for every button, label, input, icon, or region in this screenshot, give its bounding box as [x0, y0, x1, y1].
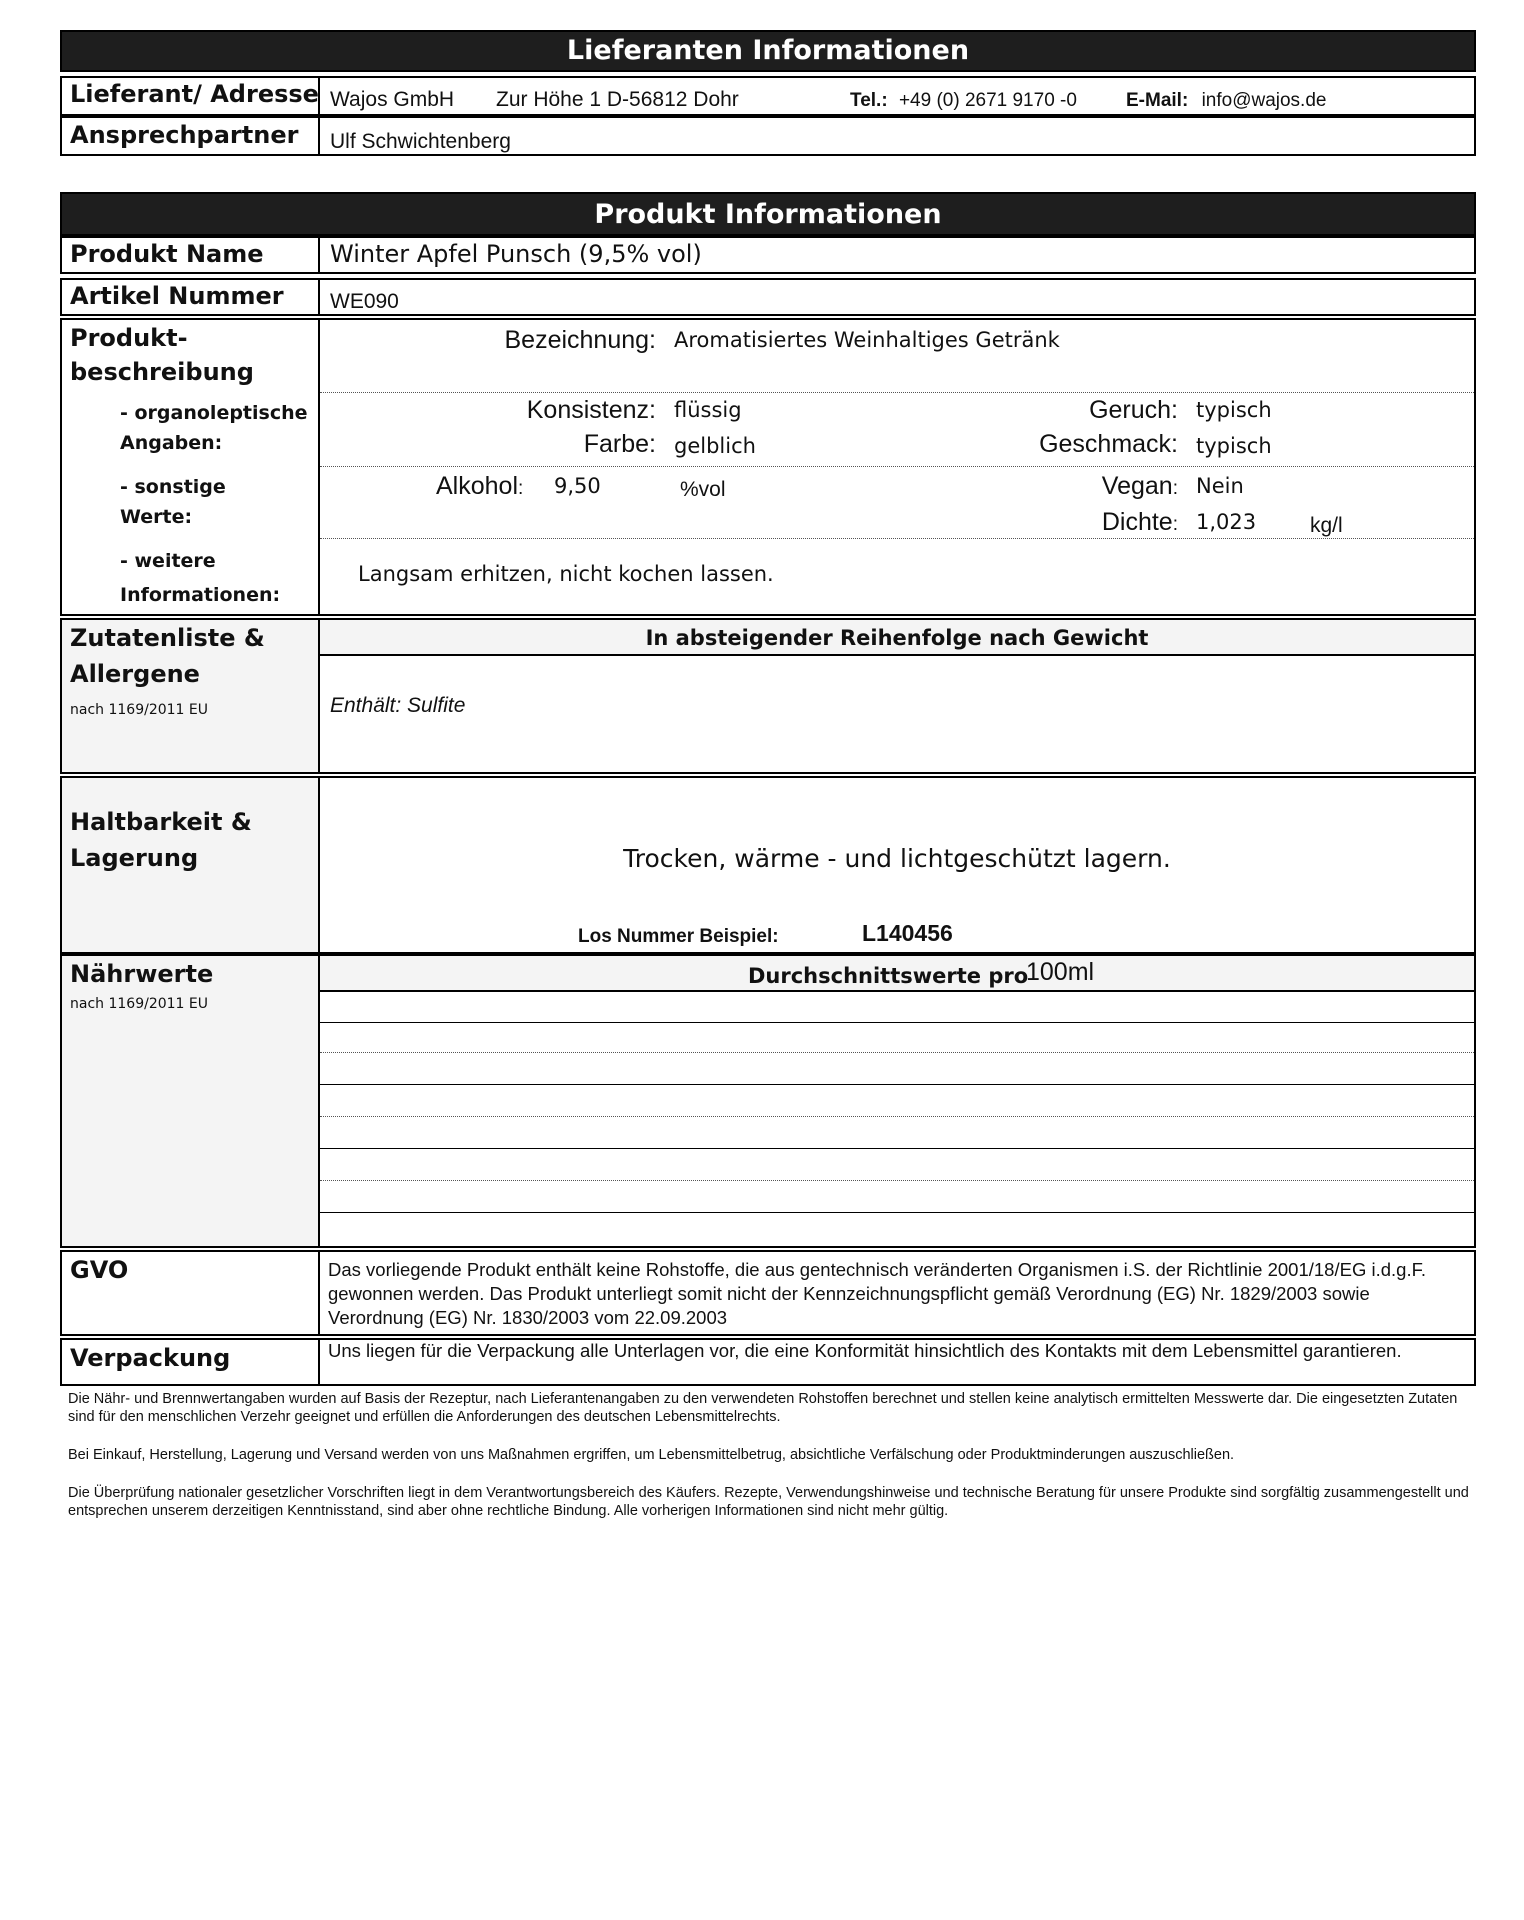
supplier-street: Zur Höhe 1 D-56812 Dohr: [496, 88, 739, 111]
description-label-2: beschreibung: [70, 358, 254, 386]
taste-label: Geschmack:: [1039, 430, 1178, 458]
ingredients-header: In absteigender Reihenfolge nach Gewicht: [645, 626, 1149, 650]
consistency-value: flüssig: [674, 398, 742, 422]
tel-value: +49 (0) 2671 9170 -0: [898, 90, 1077, 111]
vegan-value: Nein: [1196, 474, 1244, 498]
nutrition-label: Nährwerte: [70, 960, 214, 988]
density-value: 1,023: [1196, 510, 1257, 534]
product-name-label: Produkt Name: [70, 240, 264, 268]
color-label: Farbe:: [583, 430, 656, 458]
tel-label: Tel.:: [850, 90, 888, 111]
product-name-value: Winter Apfel Punsch (9,5% vol): [330, 240, 702, 268]
gvo-label: GVO: [70, 1256, 129, 1284]
storage-text: Trocken, wärme - und lichtgeschützt lagern.: [623, 844, 1171, 873]
footer-note-1: Die Nähr- und Brennwertangaben wurden auf Basis der Rezeptur, nach Lieferantenangaben zu den verwendeten Rohstoffen berechnet und stellen keine analytisch ermittelten Messwerte dar. Die eingesetzten Zutaten sind für den menschlichen Verzehr geeignet und erfüllen die Anforderungen des deutschen Lebensmittelrechts.: [68, 1391, 1458, 1425]
ingredients-label-2: Allergene: [70, 660, 200, 688]
nutrition-regulation: nach 1169/2011 EU: [70, 996, 208, 1012]
organoleptic-label-2: Angaben:: [120, 432, 223, 454]
product-section-title: Produkt Informationen: [60, 192, 1476, 236]
more-info-label-1: - weitere: [120, 550, 216, 572]
designation-label: Bezeichnung:: [504, 326, 656, 354]
article-number-label: Artikel Nummer: [70, 282, 284, 310]
more-info-value: Langsam erhitzen, nicht kochen lassen.: [358, 562, 774, 586]
density-label: [940, 508, 1178, 537]
supplier-contact-label: Ansprechpartner: [70, 121, 299, 149]
ingredients-label-1: Zutatenliste &: [70, 624, 265, 652]
organoleptic-label-1: - organoleptische: [120, 402, 308, 424]
supplier-section-title: Lieferanten Informationen: [60, 30, 1476, 72]
density-unit: kg/l: [1310, 514, 1343, 537]
footer-note-3: Die Überprüfung nationaler gesetzlicher Vorschriften liegt in dem Verantwortungsbereich des Käufers. Rezepte, Verwendungshinweise und technische Beratung für unsere Produkte sind sorgfältig zusammengestellt und entsprechen unserem derzeitigen Kenntnisstand, sind aber ohne rechtliche Bindung. Alle vorherigen Informationen sind nicht mehr gültig.: [68, 1485, 1469, 1519]
product-name-row: [60, 236, 1476, 274]
article-number-value: WE090: [330, 290, 399, 313]
more-info-label-2: Informationen:: [120, 584, 281, 606]
nutrition-per: 100ml: [1026, 958, 1095, 986]
nutrition-header: Durchschnittswerte pro: [748, 964, 1029, 988]
alcohol-label: [436, 472, 523, 501]
color-value: gelblich: [674, 434, 756, 458]
vegan-label-colon: :: [1172, 478, 1178, 499]
alcohol-unit: %vol: [680, 478, 726, 501]
ingredients-contains: Enthält: Sulfite: [330, 694, 466, 717]
supplier-email: [1126, 90, 1326, 112]
description-label-1: Produkt-: [70, 324, 188, 352]
density-label-text: Dichte: [1101, 508, 1173, 536]
alcohol-label-colon: :: [518, 478, 524, 499]
packaging-text: Uns liegen für die Verpackung alle Unterlagen vor, die eine Konformität hinsichtlich des Kontakts mit dem Lebensmittel garantieren.: [328, 1340, 1402, 1361]
email-value: info@wajos.de: [1201, 90, 1327, 111]
consistency-label: Konsistenz:: [526, 396, 656, 424]
alcohol-label-text: Alkohol: [436, 472, 518, 500]
smell-label: Geruch:: [1089, 396, 1178, 424]
email-label: E-Mail:: [1126, 90, 1189, 111]
taste-value: typisch: [1196, 434, 1272, 458]
smell-value: typisch: [1196, 398, 1272, 422]
density-label-colon: :: [1172, 514, 1178, 535]
other-values-label-1: - sonstige: [120, 476, 226, 498]
lot-number-label: Los Nummer Beispiel:: [578, 926, 779, 947]
supplier-address-label: Lieferant/ Adresse: [70, 80, 319, 108]
supplier-contact-name: Ulf Schwichtenberg: [330, 130, 511, 153]
supplier-company: Wajos GmbH: [330, 88, 455, 111]
designation-value: Aromatisiertes Weinhaltiges Getränk: [674, 328, 1060, 352]
other-values-label-2: Werte:: [120, 506, 193, 528]
vegan-label: [940, 472, 1178, 501]
storage-label-2: Lagerung: [70, 844, 199, 872]
gvo-text: Das vorliegende Produkt enthält keine Rohstoffe, die aus gentechnisch veränderten Organismen i.S. der Richtlinie 2001/18/EG i.d.g.F. gewonnen werden. Das Produkt unterliegt somit nicht der Kennzeichnungspflicht gemäß Verordnung (EG) Nr. 1829/2003 sowie Verordnung (EG) Nr. 1830/2003 vom 22.09.2003: [328, 1259, 1426, 1328]
storage-label-1: Haltbarkeit &: [70, 808, 252, 836]
vegan-label-text: Vegan: [1101, 472, 1173, 500]
alcohol-value: 9,50: [554, 474, 601, 498]
ingredients-regulation: nach 1169/2011 EU: [70, 702, 208, 718]
packaging-label: Verpackung: [70, 1344, 231, 1372]
supplier-tel: [850, 90, 1077, 112]
footer-note-2: Bei Einkauf, Herstellung, Lagerung und Versand werden von uns Maßnahmen ergriffen, um Lebensmittelbetrug, absichtliche Verfälschung oder Produktminderungen auszuschließen.: [68, 1447, 1235, 1463]
lot-number-value: L140456: [862, 920, 953, 946]
